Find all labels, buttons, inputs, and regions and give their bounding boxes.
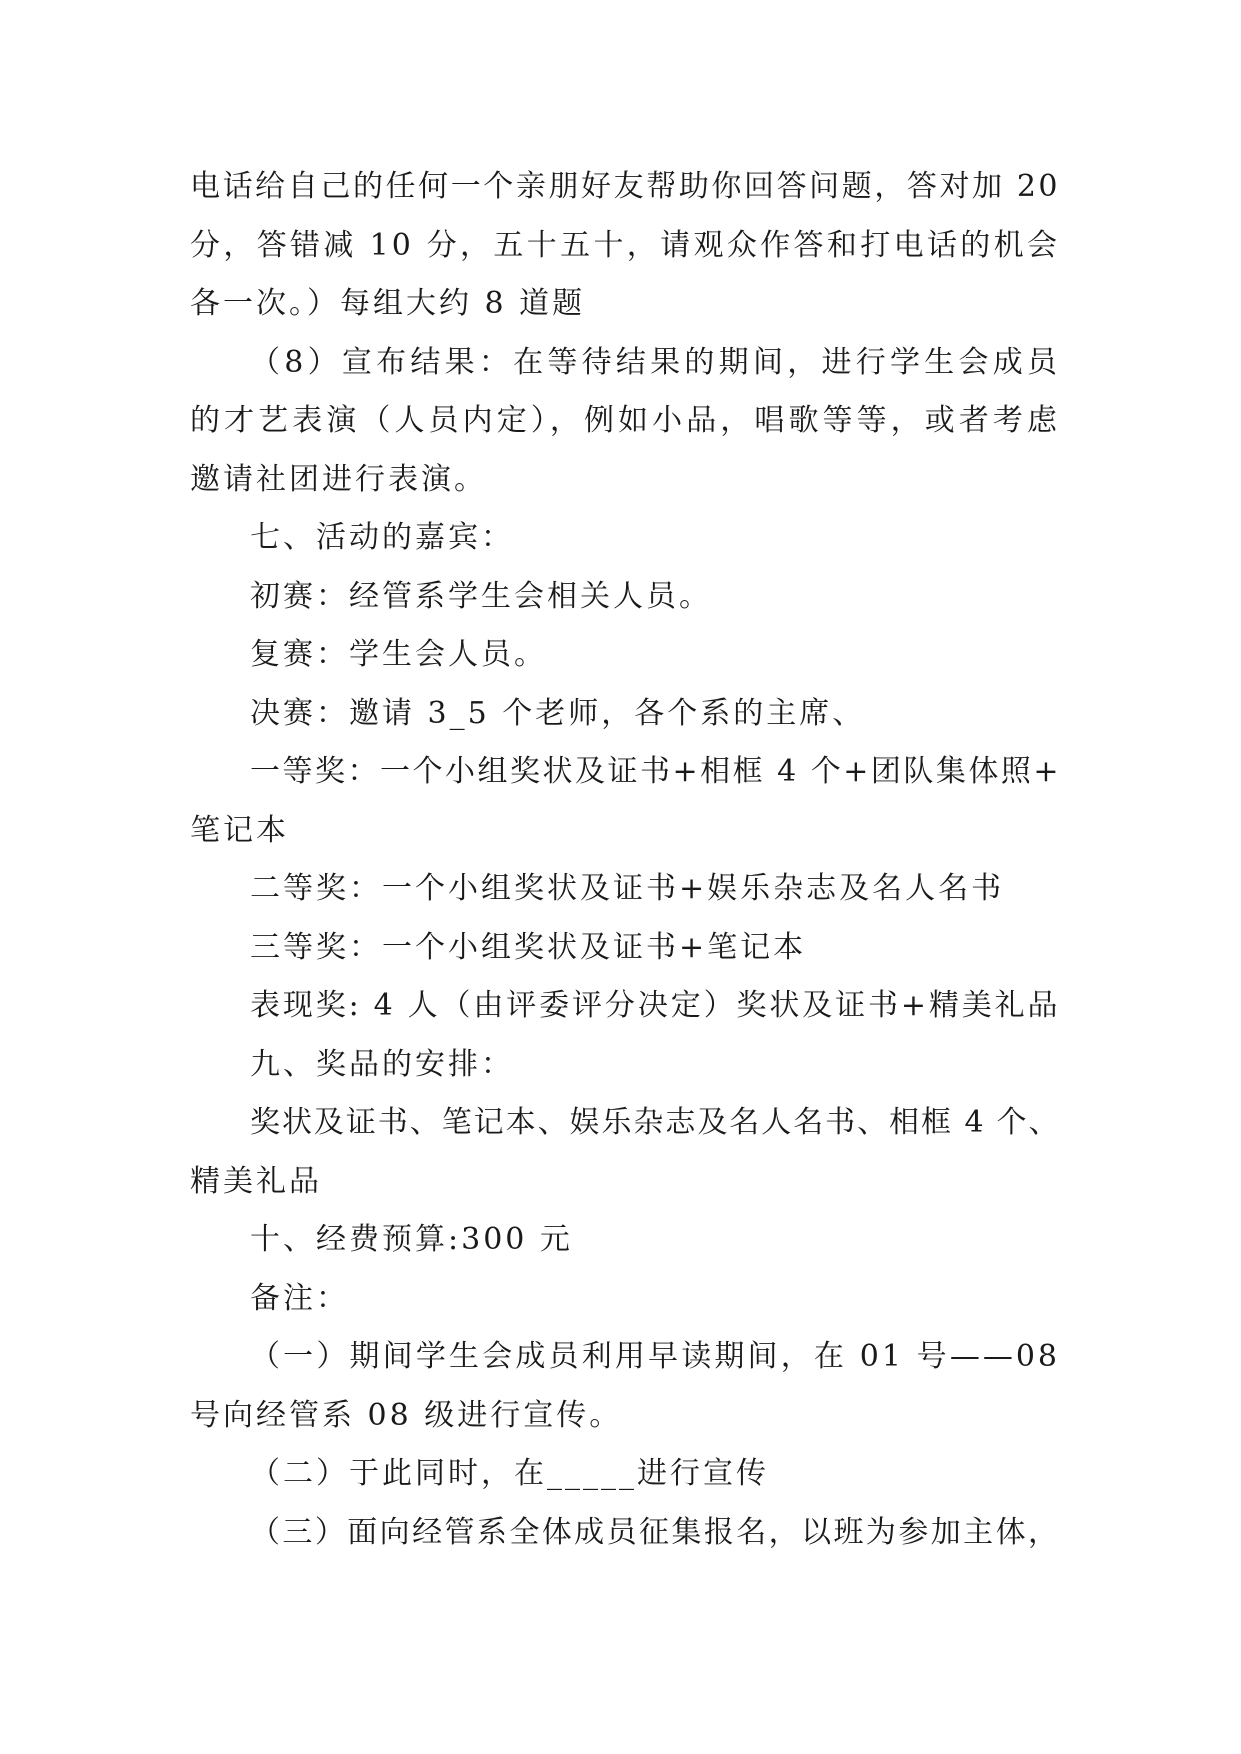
text-line: 备注： <box>250 1280 349 1316</box>
text-line: 号向经管系 08 级进行宣传。 <box>190 1397 623 1433</box>
text-line: （一）期间学生会成员利用早读期间，在 01 号——08 <box>250 1339 1060 1374</box>
text-line: （8）宣布结果：在等待结果的期间，进行学生会成员 <box>250 344 1060 380</box>
text-line: 电话给自己的任何一个亲朋好友帮助你回答问题，答对加 20 <box>190 169 1060 204</box>
text-line: 三等奖：一个小组奖状及证书+笔记本 <box>250 929 807 965</box>
document-page <box>190 158 1060 1562</box>
text-line: 分，答错减 10 分，五十五十，请观众作答和打电话的机会 <box>190 227 1060 263</box>
text-line: 决赛：邀请 3_5 个老师，各个系的主席、 <box>250 695 866 731</box>
section-heading: 十、经费预算:300 元 <box>250 1222 573 1257</box>
section-heading: 九、奖品的安排： <box>250 1046 514 1082</box>
text-line: 的才艺表演（人员内定），例如小品，唱歌等等，或者考虑 <box>190 403 1060 438</box>
text-line: 初赛：经管系学生会相关人员。 <box>250 578 712 614</box>
text-line: （三）面向经管系全体成员征集报名，以班为参加主体， <box>250 1514 1060 1550</box>
text-line: 笔记本 <box>190 812 289 848</box>
text-line: 一等奖：一个小组奖状及证书+相框 4 个+团队集体照+ <box>250 754 1062 789</box>
text-line: 各一次。）每组大约 8 道题 <box>190 286 586 321</box>
text-line: 表现奖: 4 人（由评委评分决定）奖状及证书+精美礼品 <box>250 988 1060 1023</box>
text-line: 邀请社团进行表演。 <box>190 461 487 497</box>
text-line: 二等奖：一个小组奖状及证书+娱乐杂志及名人名书 <box>250 871 1005 906</box>
section-heading: 七、活动的嘉宾： <box>250 520 514 555</box>
text-line: （二）于此同时，在_____进行宣传 <box>250 1456 769 1491</box>
text-line: 奖状及证书、笔记本、娱乐杂志及名人名书、相框 4 个、 <box>250 1105 1060 1140</box>
text-line: 复赛：学生会人员。 <box>250 637 547 672</box>
text-line: 精美礼品 <box>190 1163 322 1199</box>
